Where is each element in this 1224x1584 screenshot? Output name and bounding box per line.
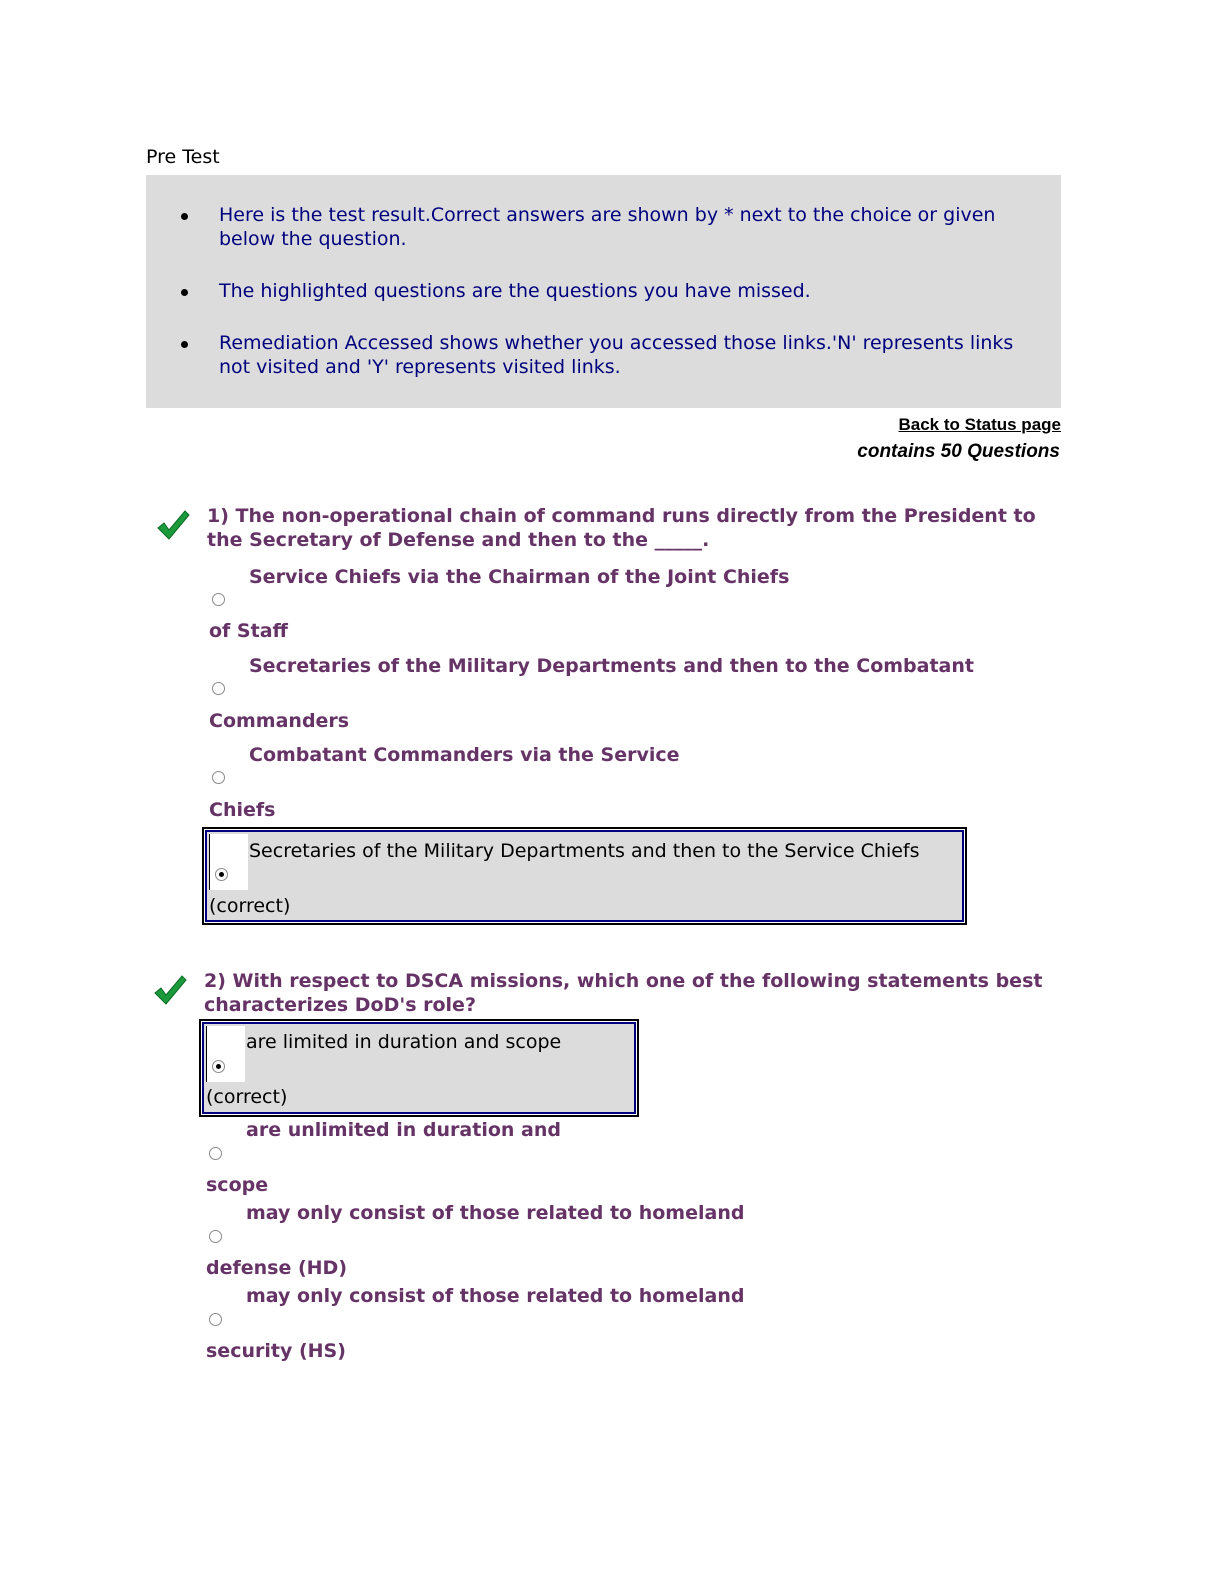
page-title: Pre Test xyxy=(146,146,220,168)
checkmark-icon xyxy=(155,508,191,544)
option-label: may only consist of those related to homeland xyxy=(246,1202,745,1224)
option-label: scope xyxy=(206,1174,269,1196)
question-count: contains 50 Questions xyxy=(857,441,1060,462)
info-item xyxy=(219,203,1049,251)
radio-cell xyxy=(206,1026,245,1082)
selected-radio[interactable] xyxy=(212,1060,225,1073)
bullet-icon xyxy=(181,341,188,348)
bullet-icon xyxy=(181,213,188,220)
option-label: may only consist of those related to homeland xyxy=(246,1285,745,1307)
info-text: Remediation Accessed shows whether you accessed those links.'N' represents links not visited and 'Y' represents visited links. xyxy=(219,332,1014,378)
question-text: 1) The non-operational chain of command runs directly from the President to the Secretary of Defense and then to the _____. xyxy=(207,505,1036,551)
correct-label: (correct) xyxy=(209,895,291,917)
correct-answer-box xyxy=(205,830,964,922)
option-radio[interactable] xyxy=(212,593,225,606)
option-label: Service Chiefs via the Chairman of the Joint Chiefs xyxy=(249,566,790,588)
option-radio[interactable] xyxy=(212,682,225,695)
option-label: Secretaries of the Military Departments and then to the Combatant xyxy=(249,655,974,677)
option-label: Chiefs xyxy=(209,799,276,821)
option-radio[interactable] xyxy=(209,1147,222,1160)
option-label: security (HS) xyxy=(206,1340,346,1362)
question-text: 2) With respect to DSCA missions, which one of the following statements best characterizes DoD's role? xyxy=(204,970,1043,1016)
info-text: The highlighted questions are the questions you have missed. xyxy=(219,280,811,302)
info-item xyxy=(219,331,1049,379)
option-label: Combatant Commanders via the Service xyxy=(249,744,680,766)
option-label: defense (HD) xyxy=(206,1257,348,1279)
option-radio[interactable] xyxy=(209,1230,222,1243)
info-item xyxy=(219,279,1049,303)
correct-answer-box xyxy=(202,1022,636,1114)
correct-answer-text: Secretaries of the Military Departments and then to the Service Chiefs xyxy=(249,840,920,862)
option-label: of Staff xyxy=(209,620,288,642)
option-radio[interactable] xyxy=(209,1313,222,1326)
radio-cell xyxy=(209,834,248,890)
bullet-icon xyxy=(181,289,188,296)
correct-answer-text: are limited in duration and scope xyxy=(246,1031,562,1053)
info-text: Here is the test result.Correct answers are shown by * next to the choice or given below the question. xyxy=(219,204,996,250)
option-label: Commanders xyxy=(209,710,350,732)
back-to-status-link[interactable]: Back to Status page xyxy=(898,415,1061,434)
info-box xyxy=(146,175,1061,408)
checkmark-icon xyxy=(152,973,188,1009)
correct-label: (correct) xyxy=(206,1086,288,1108)
option-label: are unlimited in duration and xyxy=(246,1119,561,1141)
option-radio[interactable] xyxy=(212,771,225,784)
selected-radio[interactable] xyxy=(215,868,228,881)
